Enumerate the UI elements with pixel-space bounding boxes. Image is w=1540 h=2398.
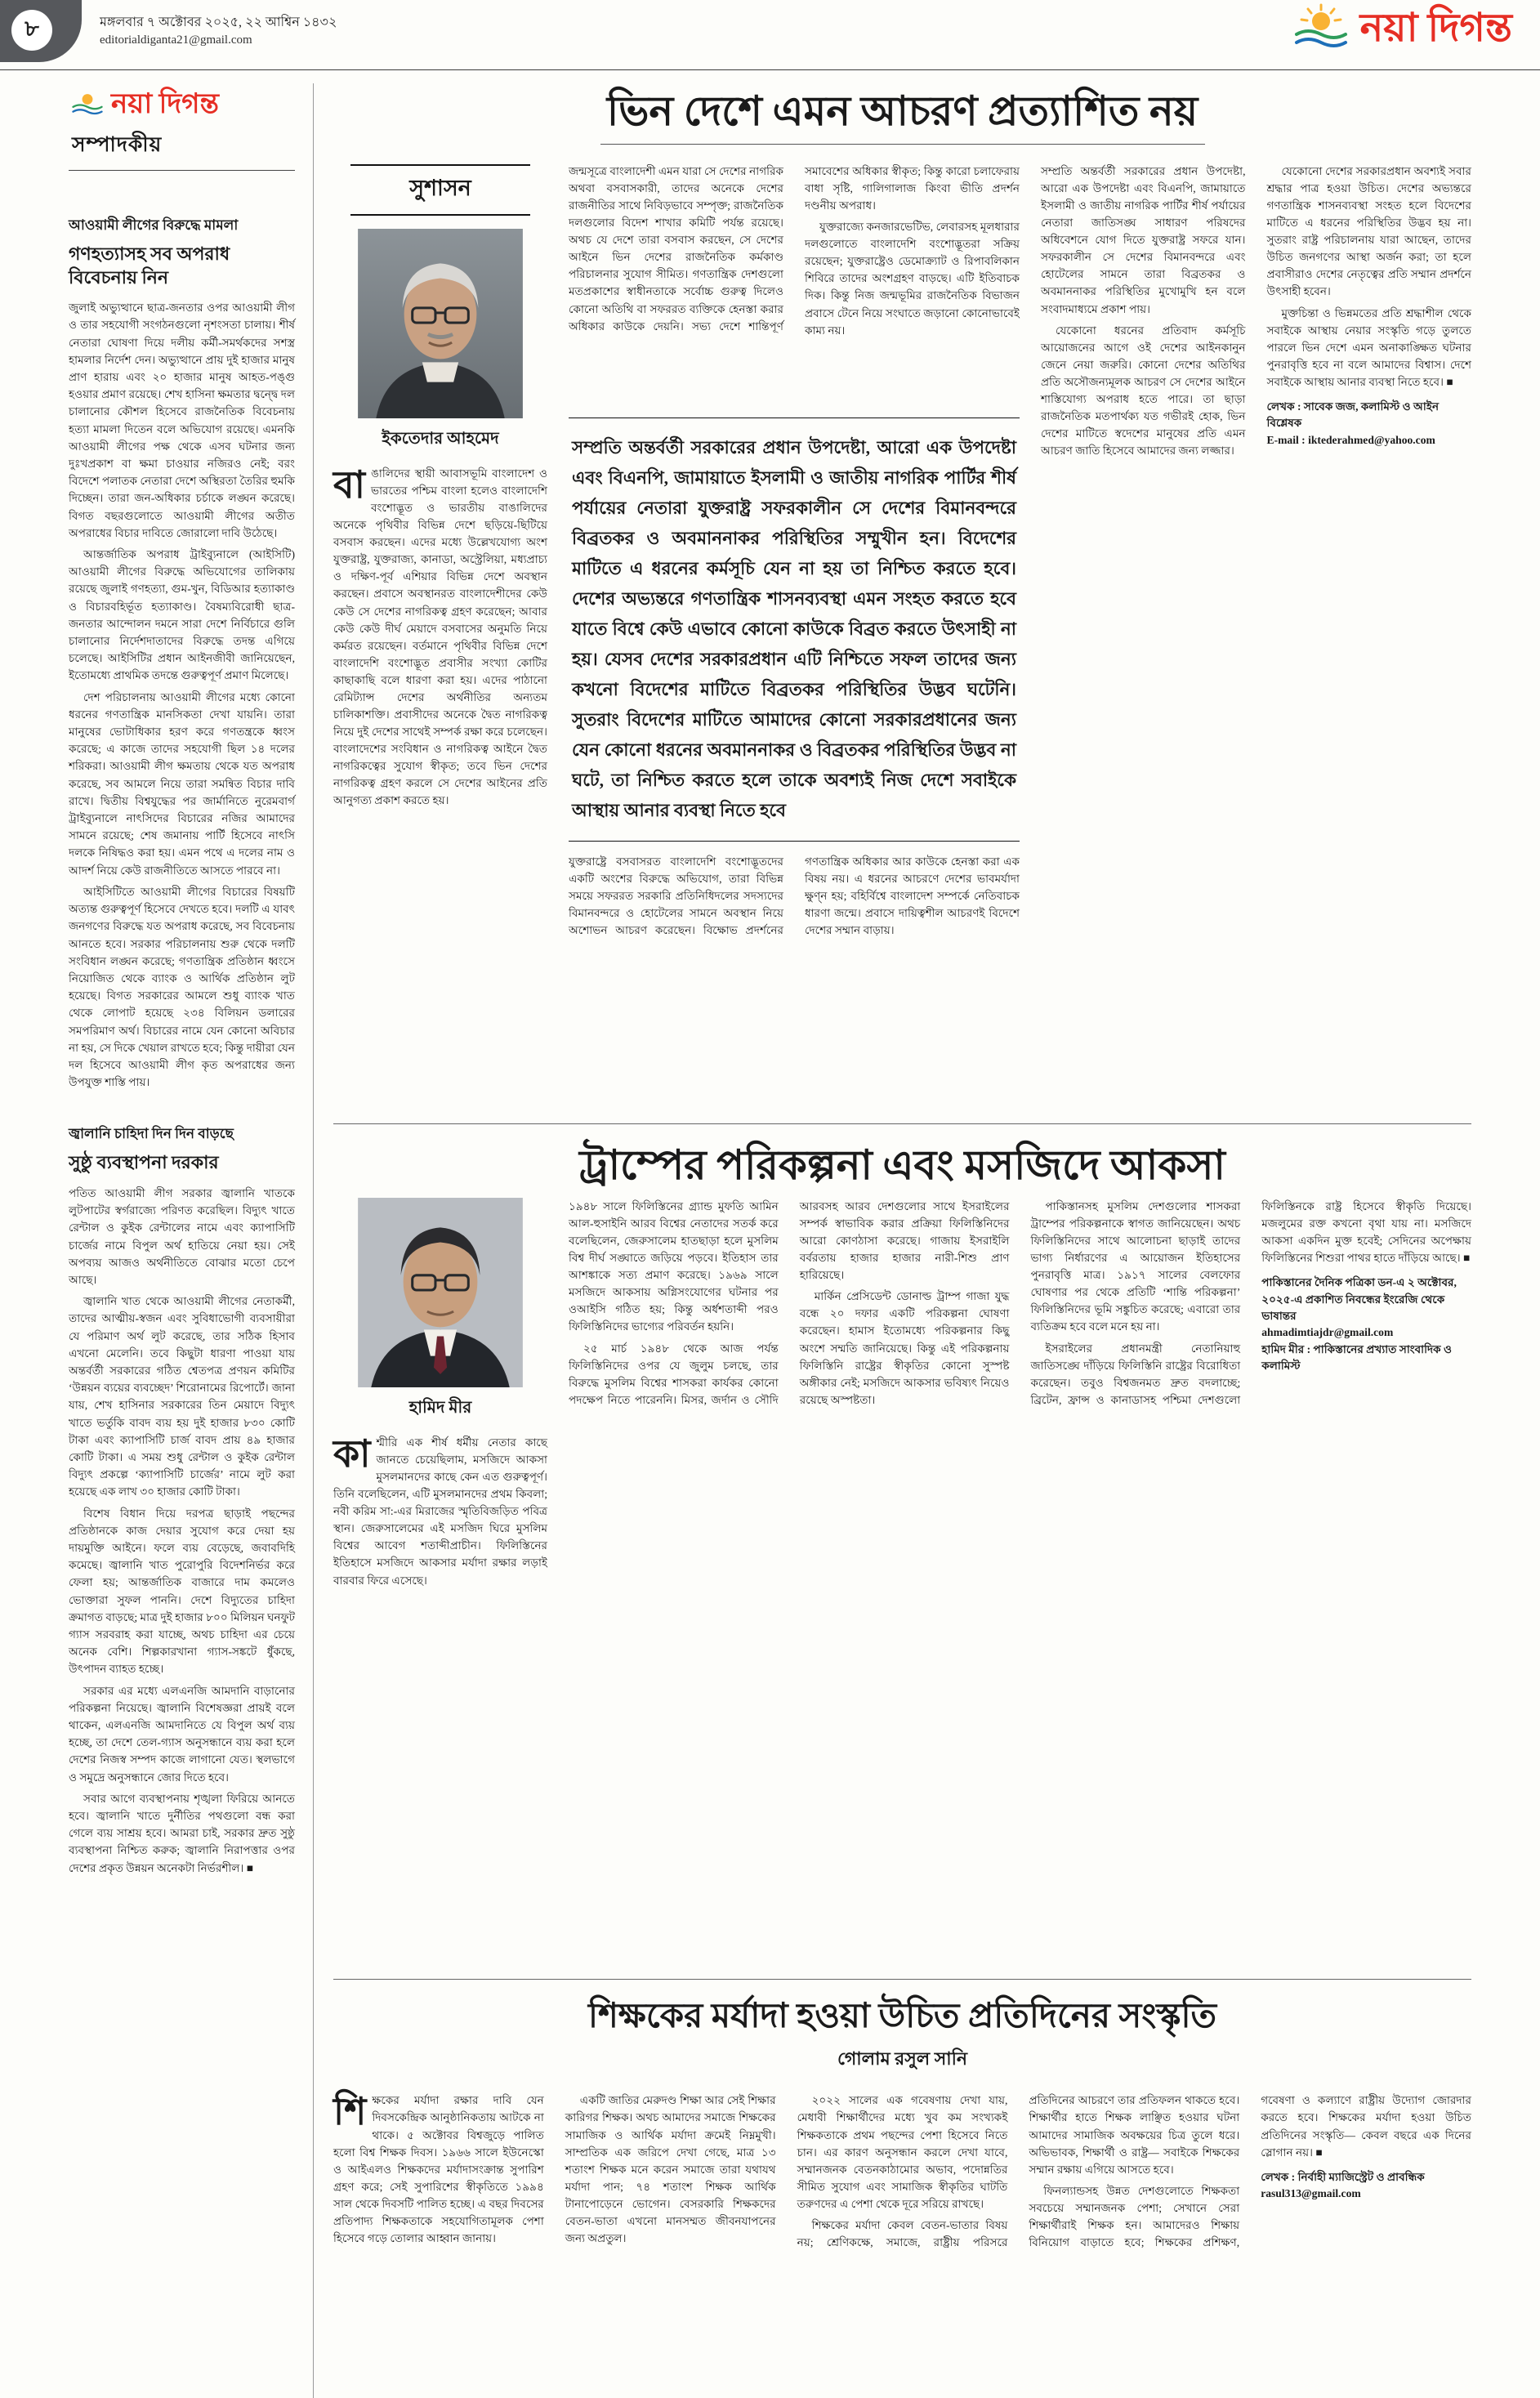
drop-cap: কা [333,1433,371,1475]
author-credit: হামিদ মীর : পাকিস্তানের প্রখ্যাত সাংবাদিক ও কলামিস্ট [1261,1342,1453,1373]
editorial-headline: গণহত্যাসহ সব অপরাধ বিবেচনায় নিন [69,243,230,288]
article-middle-columns [569,163,1020,1102]
article-body-columns [569,1198,1471,1958]
editorial-item-awami-league [69,215,295,1091]
pull-quote: সম্প্রতি অন্তর্বর্তী সরকারের প্রধান উপদেষ্টা, আরো এক উপদেষ্টা এবং বিএনপি, জামায়াতে ইসলামী ও জাতীয় নাগরিক পার্টির শীর্ষ পর্যায়ের নেতারা যুক্তরাষ্ট্র সফরকালীন সে দেশের বিমানবন্দরে বিব্রতকর ও অবমাননাকর পরিস্থিতির সম্মুখীন হন। বিদেশের মাটিতে এ ধরনের কর্মসূচি যেন না হয় তা নিশ্চিত করতে হবে। দেশের অভ্যন্তরে গণতান্ত্রিক শাসনব্যবস্থা এমন সংহত করতে হবে যাতে বিশ্বে কেউ এভাবে কোনো কাউকে বিব্রত করতে উৎসাহী না হয়। যেসব দেশের সরকারপ্রধান এটি নিশ্চিতে সফল তাদের জন্য কখনো বিদেশের মাটিতে বিব্রতকর পরিস্থিতির উদ্ভব ঘটেনি। সুতরাং বিদেশের মাটিতে আমাদের কোনো সরকারপ্রধানের জন্য যেন কোনো ধরনের অবমাননাকর ও বিব্রতকর পরিস্থিতির উদ্ভব না ঘটে, তা নিশ্চিত করতে হলে তাকে অবশ্যই নিজ দেশে সবাইকে আস্থায় আনার ব্যবস্থা নিতে হবে [569,418,1020,842]
author-credit: লেখক : নির্বাহী ম্যাজিস্ট্রেট ও প্রাবন্ধিক [1261,2170,1425,2183]
article-paragraph: ২০২২ সালের এক গবেষণায় দেখা যায়, মেধাবী শিক্ষার্থীদের মধ্যে খুব কম সংখ্যকই শিক্ষকতাকে প্রথম পছন্দের পেশা হিসেবে নিতে চান। এর কারণ অনুসন্ধান করলে দেখা যাবে, সম্মানজনক বেতনকাঠামোর অভাব, পদোন্নতির সীমিত সুযোগ এবং সামাজিক স্বীকৃতির ঘাটতি তরুণদের এ পেশা থেকে দূরে সরিয়ে রাখছে। [797,2094,1008,2210]
article-paragraph: মুক্তচিন্তা ও ভিন্নমতের প্রতি শ্রদ্ধাশীল থেকে সবাইকে আস্থায় নেয়ার সংস্কৃতি গড়ে তুলতে পারলে ভিন দেশে এমন অনাকাঙ্ক্ষিত ঘটনার পুনরাবৃত্তি হবে না বলে আমাদের বিশ্বাস। দেশে সবাইকে আস্থায় আনার ব্যবস্থা নিতে হবে। ■ [1266,306,1471,388]
page-header [0,0,1540,70]
editorial-kicker: আওয়ামী লীগের বিরুদ্ধে মামলা [69,217,239,233]
author-name: হামিদ মীর [408,1399,472,1417]
editorial-headline: সুষ্ঠু ব্যবস্থাপনা দরকার [69,1152,219,1173]
article-divider [333,1123,1471,1124]
editorial-body [69,299,295,1091]
author-photo [333,229,547,418]
issue-date: মঙ্গলবার ৭ অক্টোবর ২০২৫, ২২ আশ্বিন ১৪৩২ [100,16,337,29]
author-photo [333,1198,547,1387]
article-text-block [333,2092,1471,2398]
editorial-item-energy [69,1123,295,1877]
drop-cap: বা [333,464,365,506]
article-text-block [569,1198,1471,1409]
article-first-column [333,163,547,1102]
article-paragraph: যুক্তরাষ্ট্রে বসবাসরত বাংলাদেশি বংশোদ্ভূতদের একটি অংশের বিরুদ্ধে অভিযোগ, তারা বিভিন্ন সময়ে সফররত সরকারি প্রতিনিধিদলের সদস্যদের বিমানবন্দরে ও হোটেলের সামনে অবস্থান নিয়ে অশোভন আচরণ করেছেন। বিক্ষোভ প্রদর্শনের গণতান্ত্রিক অধিকার আর কাউকে হেনস্তা করা এক বিষয় নয়। এ ধরনের আচরণে দেশের ভাবমর্যাদা ক্ষুণ্ন হয়; বহির্বিশ্বে বাংলাদেশ সম্পর্কে নেতিবাচক ধারণা জন্মে। প্রবাসে দায়িত্বশীল আচরণই বিদেশে দেশের সম্মান বাড়ায়। [569,855,1020,936]
article-lead-paragraph: বাঙালিদের স্থায়ী আবাসভূমি বাংলাদেশ ও ভারতের পশ্চিম বাংলা হলেও বাংলাদেশি বংশোদ্ভূত ও ভারতীয় বাঙালিদের অনেকে পৃথিবীর বিভিন্ন দেশে ছড়িয়ে-ছিটিয়ে বসবাস করছেন। এদের মধ্যে উল্লেখযোগ্য অংশ যুক্তরাষ্ট্র, যুক্তরাজ্য, কানাডা, অস্ট্রেলিয়া, মধ্যপ্রাচ্য ও দক্ষিণ-পূর্ব এশিয়ার বিভিন্ন দেশে অবস্থান করছেন। প্রবাসে অবস্থানরত বাংলাদেশীদের কেউ কেউ সে দেশের নাগরিকত্ব গ্রহণ করেছেন; আবার কেউ কেউ দীর্ঘ মেয়াদে বসবাসের অনুমতি নিয়ে কর্মরত রয়েছেন। বর্তমানে পৃথিবীর বিভিন্ন দেশে বাংলাদেশি বংশোদ্ভূত প্রবাসীর সংখ্যা কোটির কাছাকাছি বলে ধারণা করা হয়। এদের পাঠানো রেমিট্যান্স দেশের অর্থনীতির অন্যতম চালিকাশক্তি। প্রবাসীদের অনেকে দ্বৈত নাগরিকত্ব নিয়ে দুই দেশের সাথেই সম্পর্ক রক্ষা করে চলেছেন। বাংলাদেশের সংবিধান ও নাগরিকত্ব আইনে দ্বৈত নাগরিকত্বের সুযোগ স্বীকৃত; তবে ভিন দেশের নাগরিকত্ব গ্রহণ করলে সে দেশের আইনের প্রতি আনুগত্য প্রকাশ করতে হয়। [333,464,547,807]
editorial-paragraph: জ্বালানি খাত থেকে আওয়ামী লীগের নেতাকর্মী, তাদের আত্মীয়-স্বজন এবং সুবিধাভোগী ব্যবসায়ীরা যে পরিমাণ অর্থ লুট করেছে, তার সঠিক হিসাব এখনো মেলেনি। তবে কিছুটা ধারণা পাওয়া যায় অন্তর্বর্তী সরকারের গঠিত শ্বেতপত্র প্রণয়ন কমিটির ‘উন্নয়ন ব্যয়ের ব্যবচ্ছেদ’ শিরোনামের রিপোর্টে। জানা যায়, শেখ হাসিনার সরকারের তিন মেয়াদে বিদ্যুৎ খাতে ভর্তুকি বাবদ ব্যয় হয় দুই হাজার ৮৩০ কোটি টাকা এবং ক্যাপাসিটি চার্জ বাবদ প্রায় ৪৯ হাজার কোটি টাকা। এ সময় শুধু রেন্টাল ও কুইক রেন্টাল বিদ্যুৎ প্রকল্পে ‘ক্যাপাসিটি চার্জের’ নামে লুট করা হয়েছে এক লাখ ৩০ হাজার কোটি টাকা। [69,1295,295,1498]
editorial-paragraph: সবার আগে ব্যবস্থাপনায় শৃঙ্খলা ফিরিয়ে আনতে হবে। জ্বালানি খাতে দুর্নীতির পথগুলো বন্ধ করা গেলে ব্যয় সাশ্রয় হবে। আমরা চাই, সরকার দ্রুত সুষ্ঠু ব্যবস্থাপনা নিশ্চিত করুক; জ্বালানি নিরাপত্তার ওপর দেশের প্রকৃত উন্নয়ন অনেকটা নির্ভরশীল। ■ [69,1792,295,1874]
article-paragraph: একটি জাতির মেরুদণ্ড শিক্ষা আর সেই শিক্ষার কারিগর শিক্ষক। অথচ আমাদের সমাজে শিক্ষকের সামাজিক ও আর্থিক মর্যাদা ক্রমেই নিম্নমুখী। সাম্প্রতিক এক জরিপে দেখা গেছে, মাত্র ১৩ শতাংশ শিক্ষক মনে করেন সমাজে তারা যথাযথ মর্যাদা পান; ৭৪ শতাংশ শিক্ষক আর্থিক টানাপোড়েনে ভোগেন। বেসরকারি শিক্ষকদের বেতন-ভাতা এখনো মানসম্মত জীবনযাপনের জন্য অপ্রতুল। [565,2094,776,2244]
article-teacher-dignity [333,1996,1471,2398]
article-paragraph: সম্প্রতি অন্তর্বর্তী সরকারের প্রধান উপদেষ্টা, আরো এক উপদেষ্টা এবং বিএনপি, জামায়াতে ইসলামী ও জাতীয় নাগরিক পার্টির শীর্ষ পর্যায়ের নেতারা জাতিসঙ্ঘ সাধারণ পরিষদের অধিবেশনে যোগ দিতে যুক্তরাষ্ট্র সফরে যান। সফরকালীন সে দেশের বিমানবন্দরে এবং হোটেলের সামনে তারা বিব্রতকর ও অবমাননাকর পরিস্থিতির মুখোমুখি হন বলে সংবাদমাধ্যমে প্রকাশ পায়। [1041,165,1246,315]
article-paragraph: যেকোনো দেশের সরকারপ্রধান অবশ্যই সবার শ্রদ্ধার পাত্র হওয়া উচিত। দেশের অভ্যন্তরে গণতান্ত্রিক শাসনব্যবস্থা সংহত হলে বিদেশের মাটিতে এ ধরনের পরিস্থিতির উদ্ভব হয় না। সুতরাং রাষ্ট্র পরিচালনায় যারা আছেন, তাদের উচিত জনগণের আস্থা অর্জন করা; তা হলে প্রবাসীরাও দেশের নেতৃত্বের প্রতি সম্মান প্রদর্শনে উৎসাহী হবেন। [1266,165,1471,298]
page-number: ৮ [11,10,52,51]
article-paragraph: ১৯৪৮ সালে ফিলিস্তিনের গ্র্যান্ড মুফতি আমিন আল-হুসাইনি আরব বিশ্বের নেতাদের সতর্ক করে বলেছিলেন, জেরুসালেম হাতছাড়া হলে মুসলিম বিশ্ব দীর্ঘ সঙ্ঘাতে জড়িয়ে পড়বে। ইতিহাস তার আশঙ্কাকে সত্য প্রমাণ করেছে। ১৯৬৯ সালে মসজিদে আকসায় অগ্নিসংযোগের ঘটনার পর ওআইসি গঠিত হয়; কিন্তু অর্ধশতাব্দী পরও ফিলিস্তিনিদের ভাগ্যের পরিবর্তন হয়নি। [569,1200,779,1333]
editorial-paragraph: জুলাই অভ্যুত্থানে ছাত্র-জনতার ওপর আওয়ামী লীগ ও তার সহযোগী সংগঠনগুলো নৃশংসতা চালায়। শীর্ষ নেতারা ঘোষণা দিয়ে দলীয় কর্মী-সমর্থকদের সশস্ত্র হামলার নির্দেশ দেন। অভ্যুত্থানে প্রায় দুই হাজার মানুষ প্রাণ হারায় এবং ২০ হাজার মানুষ আহত-পঙ্গু হওয়ার প্রমাণ রয়েছে। শেখ হাসিনা ক্ষমতার দ্বন্দ্বে দল চালানোর কৌশল হিসেবে রাজনৈতিক বিবেচনায় হত্যা মামলা দিতেন বলে অভিযোগ রয়েছে। এমনকি আওয়ামী লীগের পক্ষ থেকে এসব ঘটনার জন্য দুঃখপ্রকাশ বা ক্ষমা চাওয়ার নজিরও নেই; বরং বিদেশে পলাতক নেতারা দেশে অস্থিরতা তৈরির হুমকি দিচ্ছেন। তারা জন-অধিকার চর্চাকে লঙ্ঘন করেছে। বিগত বছরগুলোতে আওয়ামী লীগের অতীত অপরাধের বিচার দাবিতে জোরালো দাবি উঠেছে। [69,301,295,539]
translation-note: পাকিস্তানের দৈনিক পত্রিকা ডন-এ ২ অক্টোবর, ২০২৫-এ প্রকাশিত নিবন্ধের ইংরেজি থেকে ভাষান্তর [1261,1276,1457,1323]
article-lead-paragraph: শিক্ষকের মর্যাদা রক্ষার দাবি যেন দিবসকেন্দ্রিক আনুষ্ঠানিকতায় আটকে না থাকে। ৫ অক্টোবর বিশ্বজুড়ে পালিত হলো বিশ্ব শিক্ষক দিবস। ১৯৬৬ সালে ইউনেস্কো ও আইএলও শিক্ষকদের মর্যাদাসংক্রান্ত সুপারিশ গ্রহণ করে; সেই সুপারিশের স্বীকৃতিতে ১৯৯৪ সাল থেকে দিবসটি পালিত হচ্ছে। এ বছর দিবসের প্রতিপাদ্য শিক্ষকতাকে সহযোগিতামূলক পেশা হিসেবে গড়ে তোলার আহ্বান জানায়। [333,2091,544,2244]
main-content [314,83,1471,2398]
editorial-logo-text: নয়া দিগন্ত [111,88,219,119]
editorial-logo [70,88,295,120]
translator-email: ahmadimtiajdr@gmail.com [1261,1326,1394,1339]
author-email: E-mail : iktederahmed@yahoo.com [1266,433,1435,446]
article-headline: শিক্ষকের মর্যাদা হওয়া উচিত প্রতিদিনের সংস্কৃতি [587,1998,1217,2035]
author-footnote [1261,1275,1471,1374]
editorial-paragraph: সরকার এর মধ্যে এলএনজি আমদানি বাড়ানোর পরিকল্পনা নিয়েছে। জ্বালানি বিশেষজ্ঞরা প্রায়ই বলে থাকেন, এলএনজি আমদানিতে যে বিপুল অর্থ ব্যয় হচ্ছে, তা দেশে তেল-গ্যাস অনুসন্ধানে ব্যয় করা হলে দেশের নিজস্ব সম্পদ কাজে লাগানো যেত। স্থলভাগে ও সমুদ্রে অনুসন্ধানে জোর দিতে হবে। [69,1684,295,1784]
page-corner-tab [0,0,82,62]
editorial-paragraph: আইসিটিতে আওয়ামী লীগের বিচারের বিষয়টি অত্যন্ত গুরুত্বপূর্ণ হিসেবে দেখতে হবে। দলটি এ যাবৎ জনগণের বিরুদ্ধে যত অপরাধ করেছে, সব বিবেচনায় আনতে হবে। সরকার পরিচালনায় শুরু থেকে দলটি সংবিধান লঙ্ঘন করেছে; গণতান্ত্রিক প্রতিষ্ঠান ধ্বংসে নিয়োজিত থেকে ব্যাংক ও আর্থিক প্রতিষ্ঠান লুট হয়েছে। বিগত সরকারের আমলে শুধু ব্যাংক খাত থেকে লোপাট হয়েছে ২৩৪ বিলিয়ন ডলারের সমপরিমাণ অর্থ। বিচারের নামে যেন কোনো অবিচার না হয়, সে দিকে খেয়াল রাখতে হবে; কিন্তু দায়ীরা যেন দল হিসেবে আওয়ামী লীগ কৃত অপরাধের জন্য উপযুক্ত শাস্তি পায়। [69,885,295,1089]
article-right-columns [1041,163,1471,1102]
opinion-column-label: সুশাসন [350,164,530,216]
article-headline: ট্রাম্পের পরিকল্পনা এবং মসজিদে আকসা [579,1142,1225,1188]
author-name: ইকতেদার আহমেদ [382,430,499,448]
article-paragraph: জন্মসূত্রে বাংলাদেশী এমন যারা সে দেশের নাগরিক অথবা বসবাসকারী, তাদের অনেকে দেশের রাজনীতির সাথে নিবিড়ভাবে সম্পৃক্ত; রাজনৈতিক দলগুলোর বিদেশ শাখার কমিটি পর্যন্ত রয়েছে। অথচ যে দেশে তারা বসবাস করছেন, সে দেশের আইনে ভিন দেশের রাজনৈতিক কর্মকাণ্ড পরিচালনার সুযোগ সীমিত। গণতান্ত্রিক দেশগুলো মতপ্রকাশের স্বাধীনতাকে সর্বোচ্চ গুরুত্ব দিলেও কোনো অতিথি বা সফররত ব্যক্তিকে হেনস্তা করার অধিকার কাউকে দেয়নি। সভ্য দেশে শান্তিপূর্ণ সমাবেশের অধিকার স্বীকৃত; কিন্তু কারো চলাফেরায় বাধা সৃষ্টি, গালিগালাজ কিংবা ভীতি প্রদর্শন দণ্ডনীয় অপরাধ। [569,165,1020,333]
editorial-paragraph: বিশেষ বিধান দিয়ে দরপত্র ছাড়াই পছন্দের প্রতিষ্ঠানকে কাজ দেয়ার সুযোগ করে দেয়া হয় দায়মুক্তি আইনে। ফলে ব্যয় বেড়েছে, জবাবদিহি কমেছে। জ্বালানি খাত পুরোপুরি বিদেশনির্ভর করে ফেলা হয়; আন্তর্জাতিক বাজারে দাম কমলেও ভোক্তারা সুফল পাননি। দেশে বিদ্যুতের চাহিদা ক্রমাগত বাড়ছে; মাত্র দুই হাজার ৮০০ মিলিয়ন ঘনফুট গ্যাস সরবরাহ করা যাচ্ছে, অথচ চাহিদা এর চেয়ে অনেক বেশি। শিল্পকারখানা গ্যাস-সঙ্কটে ধুঁকছে, উৎপাদন ব্যাহত হচ্ছে। [69,1507,295,1676]
article-paragraph: ফিনল্যান্ডসহ উন্নত দেশগুলোতে শিক্ষকতা সবচেয়ে সম্মানজনক পেশা; সেখানে সেরা শিক্ষার্থীরাই শিক্ষক হন। আমাদেরও শিক্ষায় বিনিয়োগ বাড়াতে হবে; শিক্ষকের প্রশিক্ষণ, গবেষণা ও কল্যাণে রাষ্ট্রীয় উদ্যোগ জোরদার করতে হবে। শিক্ষকের মর্যাদা হওয়া উচিত প্রতিদিনের সংস্কৃতি— কেবল বছরে এক দিনের স্লোগান নয়। ■ [1029,2094,1471,2248]
editorial-section-title: সম্পাদকীয় [72,134,163,156]
editorial-contact-email: editorialdiganta21@gmail.com [100,33,252,47]
article-lead-paragraph: কাশ্মীরি এক শীর্ষ ধর্মীয় নেতার কাছে জানতে চেয়েছিলাম, মসজিদে আকসা মুসলমানদের কাছে কেন এত গুরুত্বপূর্ণ। তিনি বলেছিলেন, এটি মুসলমানদের প্রথম কিবলা; নবী করিম সা:-এর মিরাজের স্মৃতিবিজড়িত পবিত্র স্থান। জেরুসালেমের এই মসজিদ ঘিরে মুসলিম বিশ্বের আবেগ শতাব্দীপ্রাচীন। ফিলিস্তিনের ইতিহাসে মসজিদে আকসার মর্যাদা রক্ষার লড়াই বারবার ফিরে এসেছে। [333,1433,547,1587]
author-credit: লেখক : সাবেক জজ, কলামিস্ট ও আইন বিশ্লেষক [1266,400,1440,430]
editorial-kicker: জ্বালানি চাহিদা দিন দিন বাড়ছে [69,1126,234,1142]
masthead-logo [1292,3,1512,53]
article-text-block [569,163,1020,408]
editorial-column [69,83,314,2398]
editorial-paragraph: পতিত আওয়ামী লীগ সরকার জ্বালানি খাতকে লুটপাটের স্বর্গরাজ্যে পরিণত করেছিল। বিদ্যুৎ খাতে রেন্টাল ও কুইক রেন্টালের নামে এবং ক্যাপাসিটি চার্জের নামে বিপুল অর্থ হাতিয়ে নেয়া হয়। সেই অপব্যয় আজও অর্থনীতিতে বোঝার মতো চেপে আছে। [69,1186,295,1286]
sun-waves-icon [1292,3,1350,53]
article-divider [333,1979,1471,1980]
author-footnote [1261,2169,1471,2203]
editorial-paragraph: আন্তর্জাতিক অপরাধ ট্রাইব্যুনালে (আইসিটি) আওয়ামী লীগের বিরুদ্ধে অভিযোগের তালিকায় রয়েছে জুলাই গণহত্যা, গুম-খুন, বিডিআর হত্যাকাণ্ড ও বিচারবহির্ভূত হত্যাকাণ্ড। বৈষম্যবিরোধী ছাত্র-জনতার আন্দোলন দমনে সারা দেশে নির্বিচারে গুলি চালানোর নির্দেশদাতাদের বিরুদ্ধে তদন্ত এগিয়ে চলেছে। আইসিটির প্রধান আইনজীবী জানিয়েছেন, ইতোমধ্যে প্রাথমিক তদন্তে গুরুত্বপূর্ণ প্রমাণ মিলেছে। [69,548,295,682]
editorial-body [69,1185,295,1877]
author-footnote [1267,399,1472,449]
article-columns [333,1198,1471,1958]
headline-rule [600,144,1205,145]
article-paragraph: ইসরাইলের প্রধানমন্ত্রী নেতানিয়াহু জাতিসঙ্ঘে দাঁড়িয়ে ফিলিস্তিনি রাষ্ট্রের বিরোধিতা করেছেন। তবুও বিশ্বজনমত দ্রুত বদলাচ্ছে; ব্রিটেন, ফ্রান্স ও কানাডাসহ পশ্চিমা দেশগুলো ফিলিস্তিনকে রাষ্ট্র হিসেবে স্বীকৃতি দিয়েছে। মজলুমের রক্ত কখনো বৃথা যায় না। মসজিদে আকসা একদিন মুক্ত হবেই; সেদিনের অপেক্ষায় ফিলিস্তিনের শিশুরা পাথর হাতে দাঁড়িয়ে আছে। ■ [1030,1200,1471,1406]
article-paragraph: যেকোনো ধরনের প্রতিবাদ কর্মসূচি আয়োজনের আগে ওই দেশের আইনকানুন জেনে নেয়া জরুরি। কোনো দেশের অতিথির প্রতি অসৌজন্যমূলক আচরণ সে দেশের আইনে শাস্তিযোগ্য অপরাধ হতে পারে। তা ছাড়া রাজনৈতিক মতপার্থক্য যত গভীরই হোক, ভিন দেশের মাটিতে স্বদেশের মানুষের প্রতি এমন আচরণ জাতি হিসেবে আমাদের জন্য লজ্জার। [1041,324,1246,457]
author-email: rasul313@gmail.com [1261,2187,1361,2200]
article-headline: ভিন দেশে এমন আচরণ প্রত্যাশিত নয় [606,88,1199,134]
article-first-column [333,1198,547,1958]
article-columns [333,163,1471,1102]
article-trump-plan-aqsa [333,1141,1471,1958]
article-paragraph: যুক্তরাজ্যে কনজারভেটিভ, লেবারসহ মূলধারার দলগুলোতে বাংলাদেশি বংশোদ্ভূতরা সক্রিয় রয়েছেন; যুক্তরাষ্ট্রেও ডেমোক্র্যাট ও রিপাবলিকান শিবিরে তাদের অংশগ্রহণ বাড়ছে। এটি ইতিবাচক দিক। কিন্তু নিজ জন্মভূমির রাজনৈতিক বিভাজন প্রবাসে টেনে নিয়ে সংঘাতে জড়ানো কোনোভাবেই কাম্য নয়। [805,221,1020,337]
header-meta [100,13,337,50]
drop-cap: শি [333,2091,367,2133]
editorial-paragraph: দেশ পরিচালনায় আওয়ামী লীগের মধ্যে কোনো ধরনের গণতান্ত্রিক মানসিকতা দেখা যায়নি। তারা মানুষের ভোটাধিকার হরণ করে গণতন্ত্রকে ধ্বংস করেছে; এ কাজে তাদের সহযোগী ছিল ১৪ দলের শরিকরা। আওয়ামী লীগ ক্ষমতায় থেকে যত অপরাধ করেছে, সব আমলে নিয়ে তারা সমন্বিত বিচার দাবি রাখে। দ্বিতীয় বিশ্বযুদ্ধের পর জার্মানিতে নুরেমবার্গ ট্রাইব্যুনালে নাৎসিদের বিচারের নজির আমাদের সামনে রয়েছে; শেষ জমানায় পার্টি হিসেবে নাৎসি দলকে নিষিদ্ধও করা হয়। এমন পথে এ দলের নাম ও আদর্শ নিয়ে কেউ রাজনীতিতে আসতে পারবে না। [69,690,295,877]
article-text-block [1041,163,1471,459]
article-paragraph: মার্কিন প্রেসিডেন্ট ডোনাল্ড ট্রাম্প গাজা যুদ্ধ বন্ধে ২০ দফার একটি পরিকল্পনা ঘোষণা করেছেন। হামাস ইতোমধ্যে পরিকল্পনার কিছু অংশে সম্মতি জানিয়েছে। কিন্তু এই পরিকল্পনায় ফিলিস্তিনি রাষ্ট্রের স্বীকৃতির কোনো সুস্পষ্ট অঙ্গীকার নেই; মসজিদে আকসার ভবিষ্যৎ নিয়েও রয়েছে অস্পষ্টতা। [799,1290,1010,1406]
article-paragraph: পাকিস্তানসহ মুসলিম দেশগুলোর শাসকরা ট্রাম্পের পরিকল্পনাকে স্বাগত জানিয়েছেন। অথচ ফিলিস্তিনিদের সাথে আলোচনা ছাড়াই তাদের ভাগ্য নির্ধারণের এ আয়োজন ইতিহাসের পুনরাবৃত্তি মাত্র। ১৯১৭ সালের বেলফোর ঘোষণার পর থেকে প্রতিটি ‘শান্তি পরিকল্পনা’ ফিলিস্তিনিদের ভূমি সঙ্কুচিত করেছে; এবারো তার ব্যতিক্রম হবে বলে মনে হয় না। [1030,1200,1241,1333]
article-text-block [569,853,1020,941]
masthead-title: নয়া দিগন্ত [1359,6,1512,50]
article-byline: গোলাম রসুল সানি [837,2048,968,2070]
page-body [0,70,1540,2398]
editorial-rule [69,170,295,171]
article-paragraph: ২৫ মার্চ ১৯৪৮ থেকে আজ পর্যন্ত ফিলিস্তিনিদের ওপর যে জুলুম চলছে, তার বিরুদ্ধে মুসলিম বিশ্বের শাসকরা কার্যকর কোনো পদক্ষেপ নিতে পারেননি। মিসর, জর্দান ও সৌদি আরবসহ আরব দেশগুলোর সাথে ইসরাইলের সম্পর্ক স্বাভাবিক করার প্রক্রিয়া ফিলিস্তিনিদের আরো কোণঠাসা করেছে। গাজায় ইসরাইলি বর্বরতায় হাজার হাজার নারী-শিশু প্রাণ হারিয়েছে। [569,1200,1010,1406]
sun-waves-icon-small [70,88,105,120]
article-paragraph: শিক্ষকের মর্যাদা কেবল বেতন-ভাতার বিষয় নয়; শ্রেণিকক্ষে, সমাজে, রাষ্ট্রীয় পরিসরে প্রতিদিনের আচরণে তার প্রতিফলন থাকতে হবে। শিক্ষার্থীর হাতে শিক্ষক লাঞ্ছিত হওয়ার ঘটনা আমাদের সামাজিক অবক্ষয়ের চিত্র তুলে ধরে। অভিভাবক, শিক্ষার্থী ও রাষ্ট্র— সবাইকে শিক্ষকের সম্মান রক্ষায় এগিয়ে আসতে হবে। [797,2094,1240,2248]
article-foreign-conduct [333,87,1471,1102]
